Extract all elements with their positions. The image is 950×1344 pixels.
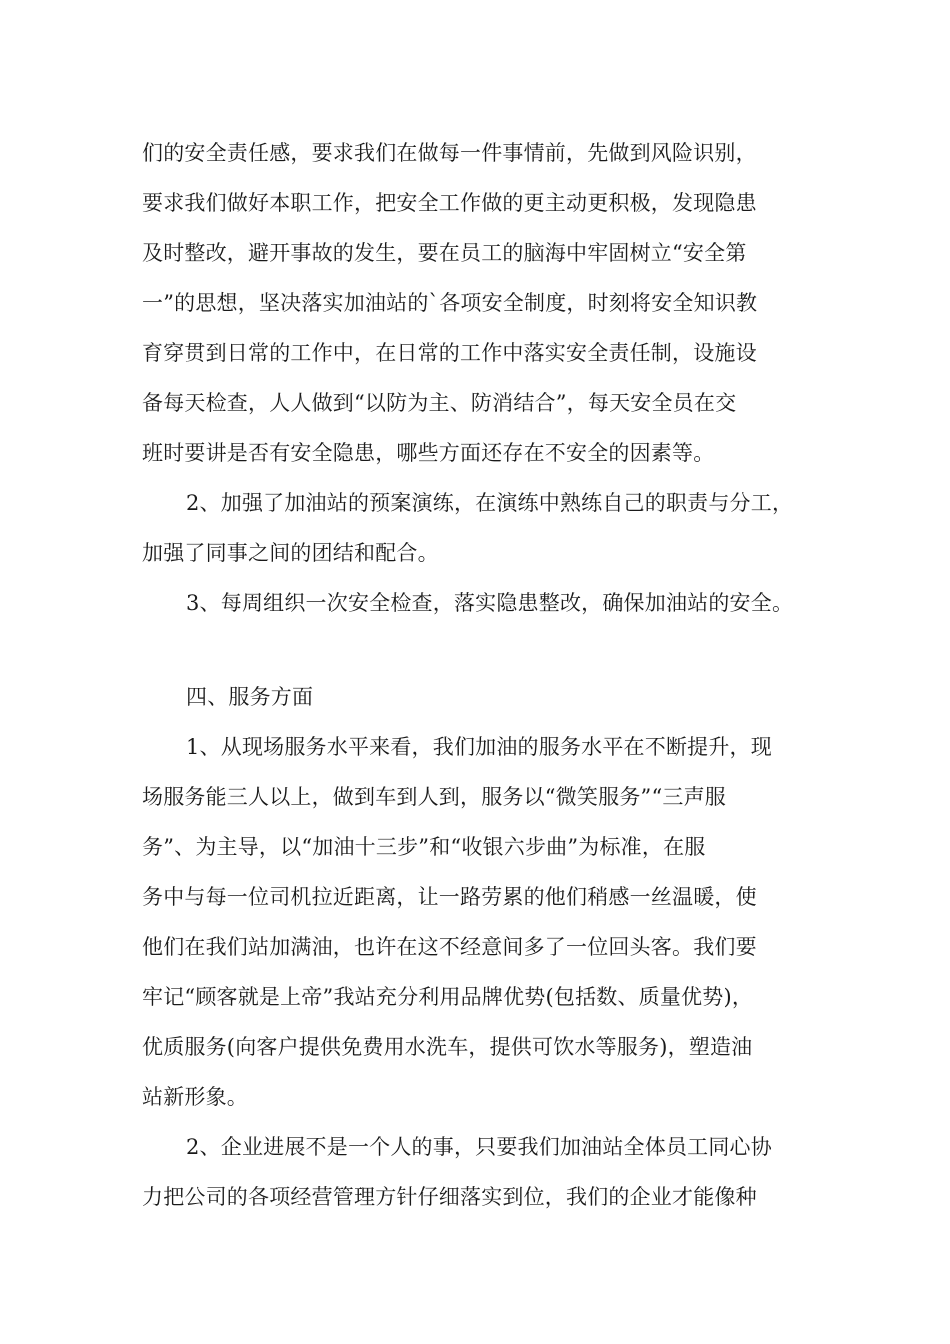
- text-line: 他们在我们站加满油，也许在这不经意间多了一位回头客。我们要: [142, 935, 757, 959]
- text-line: 场服务能三人以上，做到车到人到，服务以“微笑服务”“三声服: [142, 785, 727, 809]
- text-line: 牢记“顾客就是上帝”我站充分利用品牌优势(包括数、质量优势)，: [142, 985, 754, 1009]
- text-line: 要求我们做好本职工作，把安全工作做的更主动更积极，发现隐患: [142, 191, 757, 215]
- document-body: [142, 128, 822, 1222]
- section-gap: [142, 628, 822, 672]
- text-line: 务”、为主导，以“加油十三步”和“收银六步曲”为标准，在服: [142, 835, 706, 859]
- text-line: 备每天检查，人人做到“以防为主、防消结合”，每天安全员在交: [142, 391, 737, 415]
- paragraph-item-2: 2、加强了加油站的预案演练，在演练中熟练自己的职责与分工，: [186, 491, 794, 515]
- text-line: 站新形象。: [142, 1085, 248, 1109]
- text-line: 们的安全责任感，要求我们在做每一件事情前，先做到风险识别，: [142, 141, 757, 165]
- paragraph-item-2b: 2、企业进展不是一个人的事，只要我们加油站全体员工同心协: [186, 1135, 772, 1159]
- text-line: 务中与每一位司机拉近距离，让一路劳累的他们稍感一丝温暖，使: [142, 885, 757, 909]
- text-line: 及时整改，避开事故的发生，要在员工的脑海中牢固树立“安全第: [142, 241, 747, 265]
- section-heading: 四、服务方面: [186, 685, 314, 709]
- text-line: 班时要讲是否有安全隐患，哪些方面还存在不安全的因素等。: [142, 441, 715, 465]
- paragraph-item-3: 3、每周组织一次安全检查，落实隐患整改，确保加油站的安全。: [186, 591, 794, 615]
- text-line: 一”的思想，坚决落实加油站的`各项安全制度，时刻将安全知识教: [142, 291, 758, 315]
- text-line: 育穿贯到日常的工作中，在日常的工作中落实安全责任制，设施设: [142, 341, 757, 365]
- text-line: 加强了同事之间的团结和配合。: [142, 541, 439, 565]
- paragraph-item-1: 1、从现场服务水平来看，我们加油的服务水平在不断提升，现: [186, 735, 772, 759]
- text-line: 力把公司的各项经营管理方针仔细落实到位，我们的企业才能像种: [142, 1185, 757, 1209]
- text-line: 优质服务(向客户提供免费用水洗车，提供可饮水等服务)，塑造油: [142, 1035, 753, 1059]
